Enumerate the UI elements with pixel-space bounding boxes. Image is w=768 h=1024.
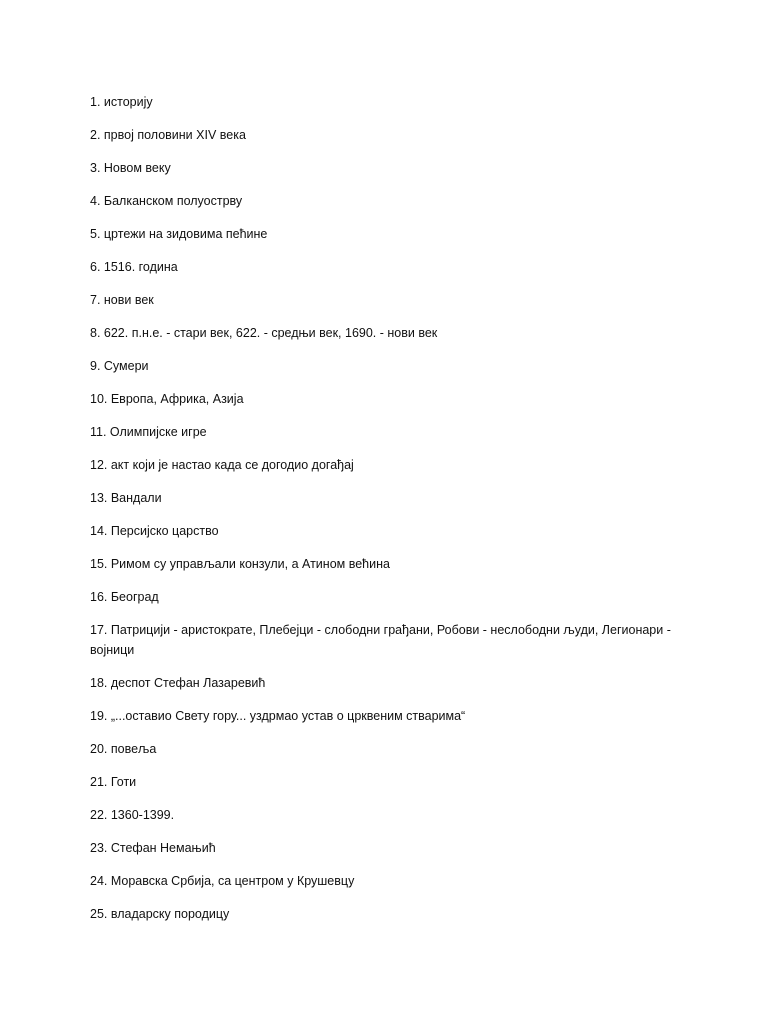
- answer-item-3: 3. Новом веку: [90, 161, 171, 175]
- answer-item-5: 5. цртежи на зидовима пећине: [90, 227, 268, 241]
- answer-item-12: 12. акт који је настао када се догодио догађај: [90, 458, 354, 472]
- answer-item-7: 7. нови век: [90, 293, 154, 307]
- answer-item-19: 19. „...оставио Свету гору... уздрмао устав о црквеним стварима“: [90, 708, 466, 723]
- answer-item-11: 11. Олимпијске игре: [90, 425, 207, 439]
- answer-item-21: 21. Готи: [90, 774, 137, 789]
- document-page: [90, 93, 680, 938]
- answer-item-14: 14. Персијско царство: [90, 524, 219, 538]
- answer-item-6: 6. 1516. година: [90, 260, 178, 274]
- answer-item-24: 24. Моравска Србија, са центром у Крушевцу: [90, 873, 355, 888]
- answer-item-13: 13. Вандали: [90, 491, 162, 505]
- answer-item-8: 8. 622. п.н.е. - стари век, 622. - средњи век, 1690. - нови век: [90, 326, 438, 340]
- answer-item-20: 20. повеља: [90, 741, 157, 756]
- answer-item-18: 18. деспот Стефан Лазаревић: [90, 675, 266, 690]
- answer-item-2: 2. првој половини XIV века: [90, 128, 246, 142]
- answer-item-16: 16. Београд: [90, 590, 159, 604]
- answer-item-1: 1. историју: [90, 95, 153, 109]
- answer-item-10: 10. Европа, Африка, Азија: [90, 392, 244, 406]
- answer-item-25: 25. владарску породицу: [90, 906, 230, 921]
- answer-item-4: 4. Балканском полуострву: [90, 194, 243, 208]
- answer-item-9: 9. Сумери: [90, 359, 149, 373]
- answer-list: [90, 93, 680, 924]
- answer-item-15: 15. Римом су управљали конзули, а Атином већина: [90, 557, 390, 571]
- answer-item-23: 23. Стефан Немањић: [90, 840, 216, 855]
- answer-item-17: 17. Патрицији - аристократе, Плебејци - слободни грађани, Робови - неслободни људи, Легионари - војници: [90, 623, 671, 657]
- answer-item-22: 22. 1360-1399.: [90, 807, 175, 822]
